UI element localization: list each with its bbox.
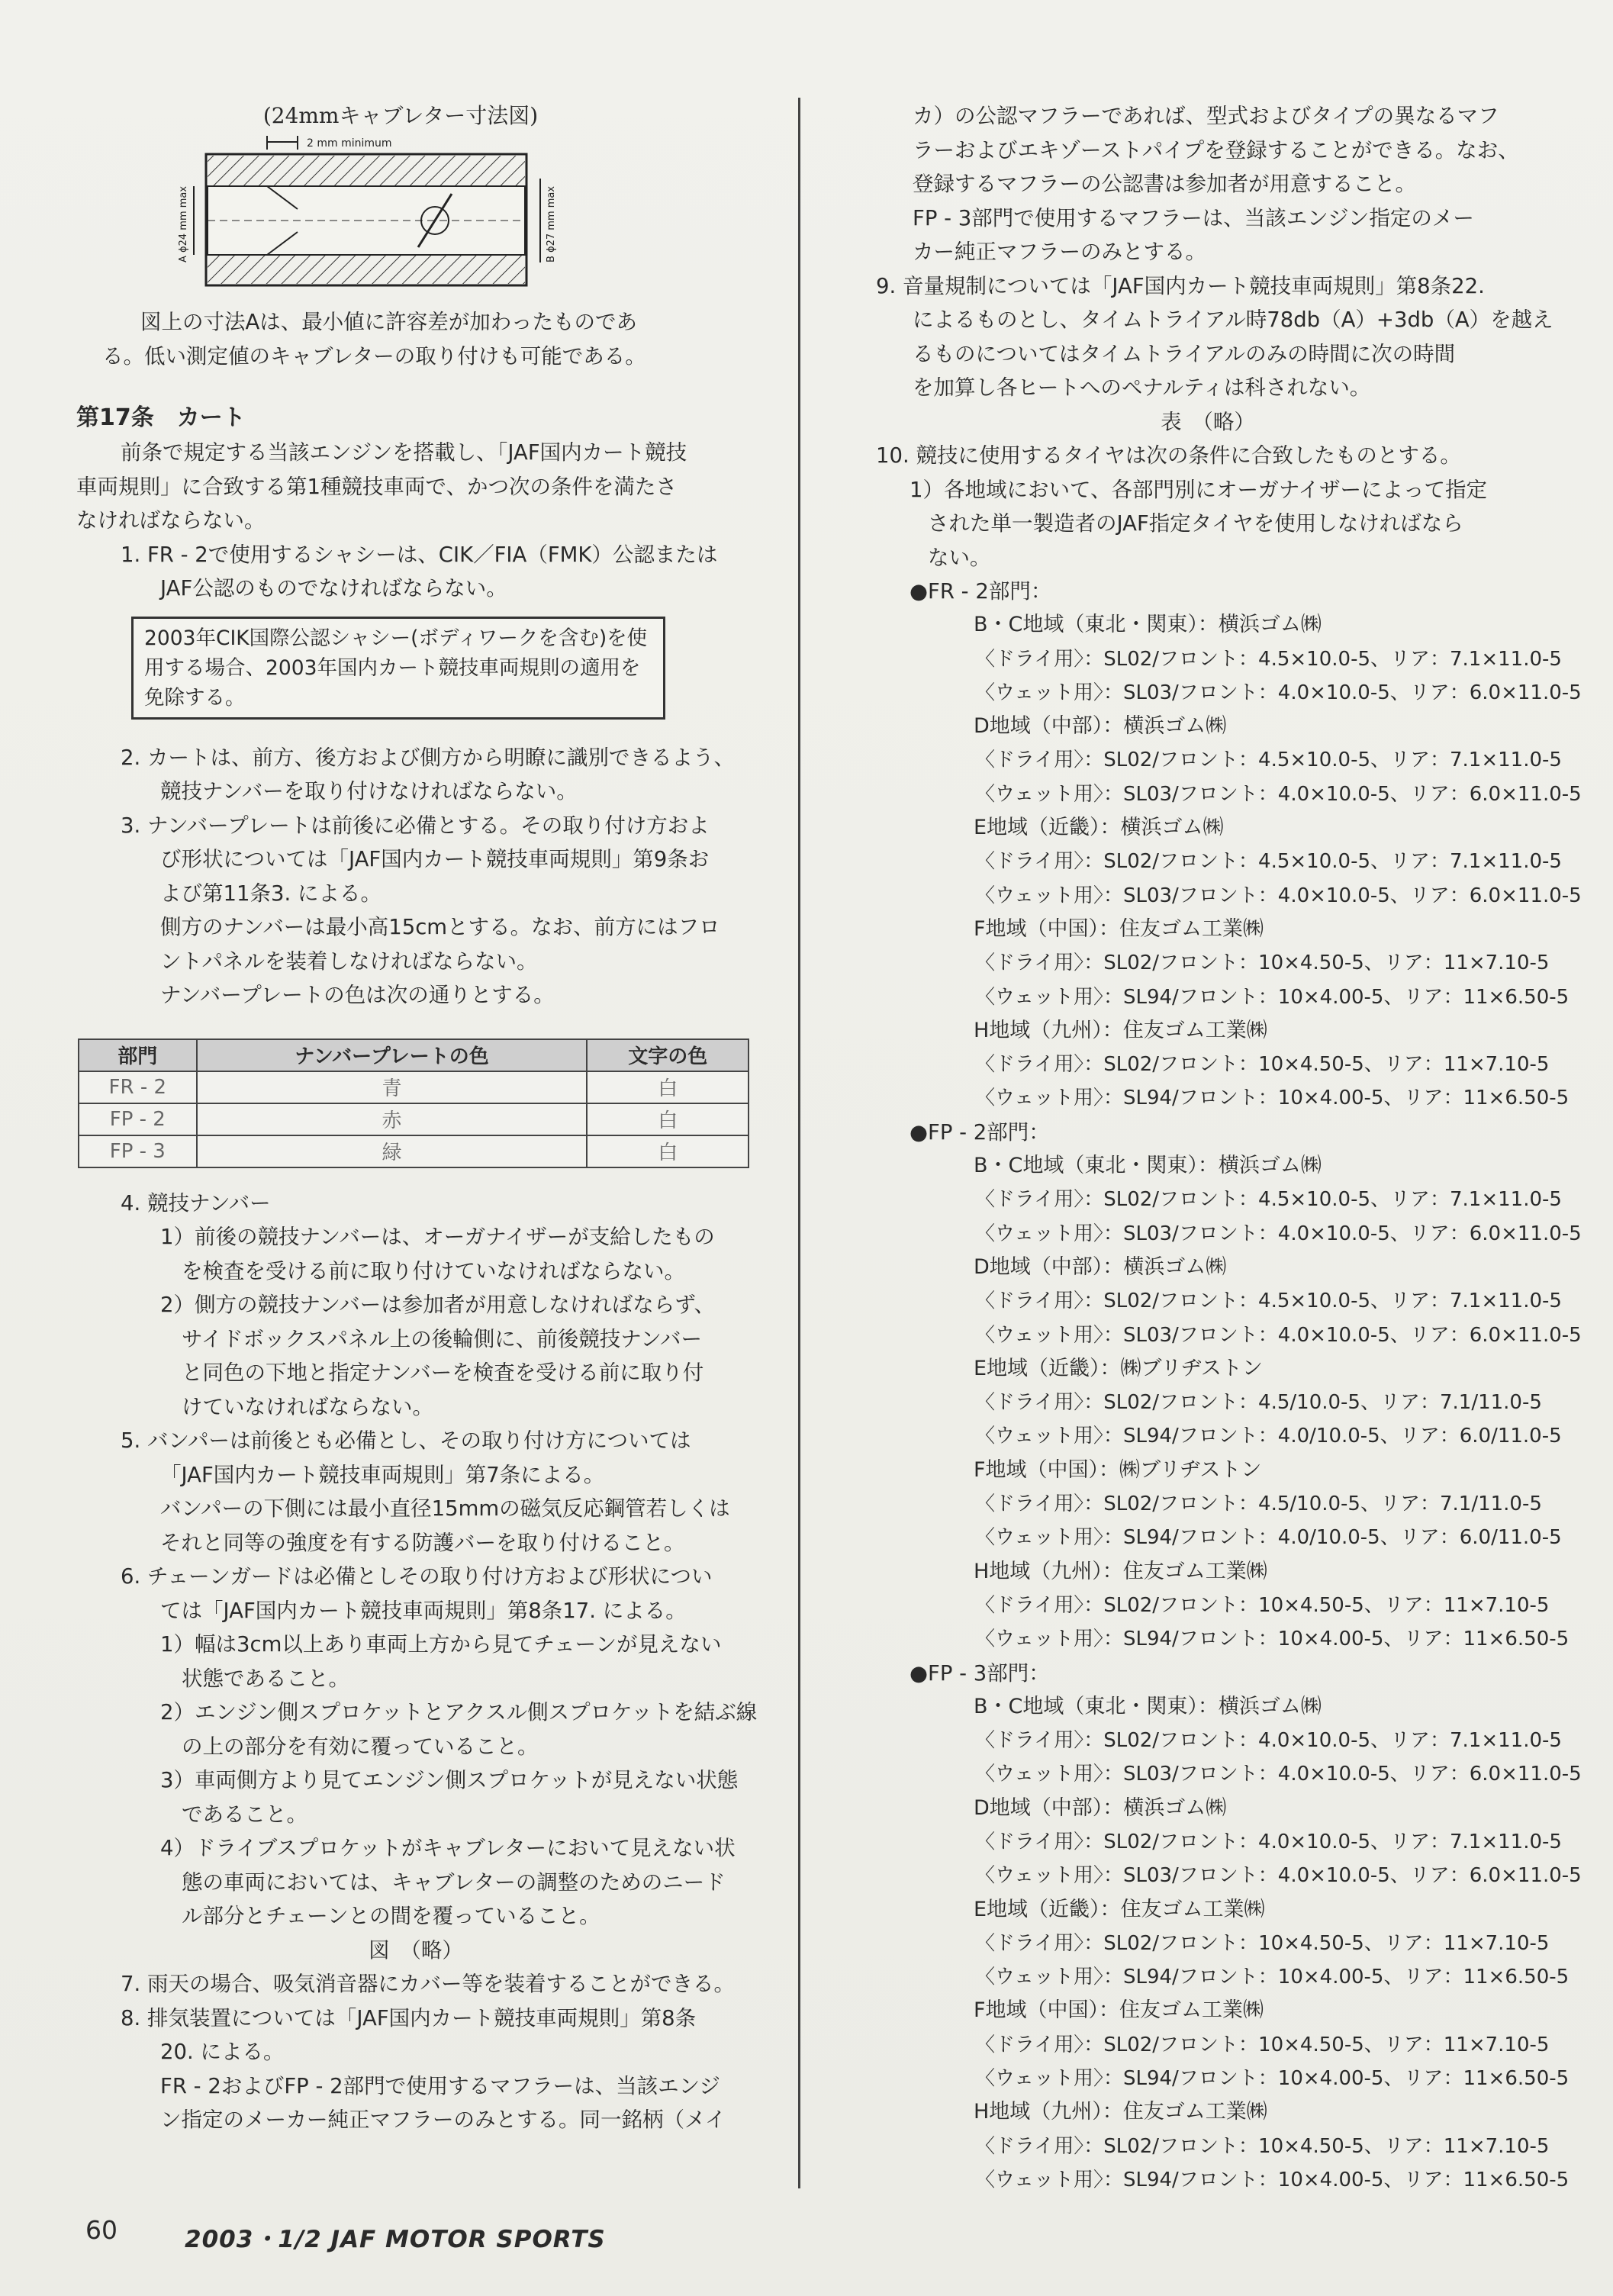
- article-17-heading: 第17条 カート: [76, 404, 246, 431]
- item-7-line: 7. 雨天の場合、吸気消音器にカバー等を装着することができる。: [121, 1972, 735, 1996]
- item-5-line: 5. バンパーは前後とも必備とし、その取り付け方については: [121, 1428, 691, 1453]
- dry-tire-line: 〈ドライ用〉：SL02/フロント：4.5×10.0-5、リア：7.1×11.0-5: [975, 850, 1562, 874]
- wet-tire-line: 〈ウェット用〉：SL94/フロント：10×4.00-5、リア：11×6.50-5: [975, 1966, 1570, 1989]
- wet-tire-line: 〈ウェット用〉：SL03/フロント：4.0×10.0-5、リア：6.0×11.0-5: [975, 1864, 1582, 1888]
- chassis-exemption-notice: [131, 617, 665, 720]
- left-column: [76, 99, 758, 2137]
- dry-tire-line: 〈ドライ用〉：SL02/フロント：4.0×10.0-5、リア：7.1×11.0-5: [975, 1830, 1562, 1853]
- intro-line: なければならない。: [76, 508, 266, 533]
- item-2-line: 2. カートは、前方、後方および側方から明瞭に識別できるよう、: [121, 745, 735, 770]
- carburetor-dimension-figure: [160, 133, 618, 301]
- table-cell: 緑: [197, 1135, 588, 1167]
- table-header-row: [79, 1039, 749, 1071]
- item-6-line: 6. チェーンガードは必備としその取り付け方および形状につい: [121, 1564, 713, 1589]
- item-4-sub-line: けていなければならない。: [182, 1394, 433, 1419]
- item-8-continued-line: FP - 3部門で使用するマフラーは、当該エンジン指定のメー: [913, 205, 1474, 230]
- table-cell: FR - 2: [79, 1071, 197, 1103]
- region-line: H地域（九州）：住友ゴム工業㈱: [974, 1018, 1267, 1042]
- item-6-sub-line: 1）幅は3cm以上あり車両上方から見てチェーンが見えない: [160, 1632, 722, 1657]
- wet-tire-line: 〈ウェット用〉：SL03/フロント：4.0×10.0-5、リア：6.0×11.0-5: [975, 681, 1582, 704]
- region-line: H地域（九州）：住友ゴム工業㈱: [974, 1559, 1267, 1583]
- item-6-sub-line: 4）ドライブスプロケットがキャブレターにおいて見えない状: [160, 1836, 736, 1860]
- dry-tire-line: 〈ドライ用〉：SL02/フロント：4.5×10.0-5、リア：7.1×11.0-5: [975, 1188, 1562, 1212]
- item-6-line: ては「JAF国内カート競技車両規則」第8条17. による。: [160, 1598, 687, 1623]
- item-8-continued-line: ラーおよびエキゾーストパイプを登録することができる。なお、: [913, 137, 1519, 163]
- item-6-sub-line: 態の車両においては、キャブレターの調整のためのニード: [182, 1869, 726, 1895]
- department-heading: ●FP - 3部門：: [910, 1660, 1050, 1686]
- wet-tire-line: 〈ウェット用〉：SL94/フロント：10×4.00-5、リア：11×6.50-5: [975, 1087, 1570, 1110]
- item-3-line: び形状については「JAF国内カート競技車両規則」第9条お: [160, 847, 710, 871]
- wet-tire-line: 〈ウェット用〉：SL03/フロント：4.0×10.0-5、リア：6.0×11.0-5: [975, 884, 1582, 907]
- region-line: B・C地域（東北・関東）：横浜ゴム㈱: [974, 613, 1322, 637]
- wet-tire-line: 〈ウェット用〉：SL03/フロント：4.0×10.0-5、リア：6.0×11.0-5: [975, 782, 1582, 806]
- item-4-title: 4. 競技ナンバー: [121, 1190, 271, 1216]
- wet-tire-line: 〈ウェット用〉：SL94/フロント：4.0/10.0-5、リア：6.0/11.0-5: [975, 1425, 1562, 1448]
- item-4-sub-line: を検査を受ける前に取り付けていなければならない。: [182, 1258, 685, 1283]
- dry-tire-line: 〈ドライ用〉：SL02/フロント：10×4.50-5、リア：11×7.10-5: [975, 952, 1550, 975]
- region-line: D地域（中部）：横浜ゴム㈱: [974, 714, 1227, 739]
- notice-line: 2003年CIK国際公認シャシー(ボディワークを含む)を使: [144, 626, 648, 650]
- region-line: D地域（中部）：横浜ゴム㈱: [974, 1254, 1227, 1279]
- dry-tire-line: 〈ドライ用〉：SL02/フロント：4.5/10.0-5、リア：7.1/11.0-5: [975, 1493, 1542, 1516]
- item-4-sub-line: サイドボックスパネル上の後輪側に、前後競技ナンバー: [182, 1326, 702, 1351]
- dry-tire-line: 〈ドライ用〉：SL02/フロント：4.0×10.0-5、リア：7.1×11.0-5: [975, 1729, 1562, 1753]
- item-5-line: バンパーの下側には最小直径15mmの磁気反応鋼管若しくは: [160, 1496, 730, 1521]
- table-row: [79, 1103, 749, 1135]
- item-8-continued-line: 登録するマフラーの公認書は参加者が用意すること。: [913, 172, 1416, 196]
- table-cell: 白: [587, 1135, 749, 1167]
- item-1-line: 1. FR - 2で使用するシャシーは、CIK／FIA（FMK）公認または: [121, 542, 718, 567]
- item-6-sub-line: 3）車両側方より見てエンジン側スプロケットが見えない状態: [160, 1768, 739, 1792]
- table-cell: 赤: [197, 1103, 588, 1135]
- table-row: [79, 1135, 749, 1167]
- notice-line: 免除する。: [144, 685, 246, 710]
- item-10-sub-line: された単一製造者のJAF指定タイヤを使用しなければなら: [928, 511, 1463, 536]
- table-header: ナンバープレートの色: [197, 1039, 588, 1071]
- dry-tire-line: 〈ドライ用〉：SL02/フロント：10×4.50-5、リア：11×7.10-5: [975, 2033, 1550, 2056]
- figure-note-line: 図上の寸法Aは、最小値に許容差が加わったものであ: [140, 310, 638, 334]
- wet-tire-line: 〈ウェット用〉：SL94/フロント：10×4.00-5、リア：11×6.50-5: [975, 1628, 1570, 1651]
- region-line: D地域（中部）：横浜ゴム㈱: [974, 1795, 1227, 1820]
- table-cell: 白: [587, 1103, 749, 1135]
- figure-note-line: る。低い測定値のキャブレターの取り付けも可能である。: [102, 343, 646, 369]
- item-3-line: ントパネルを装着しなければならない。: [160, 948, 538, 974]
- page-number: 60: [85, 2215, 118, 2245]
- item-9-line: によるものとし、タイムトライアル時78db（A）+3db（A）を越え: [913, 308, 1553, 332]
- wet-tire-line: 〈ウェット用〉：SL94/フロント：10×4.00-5、リア：11×6.50-5: [975, 985, 1570, 1009]
- wet-tire-line: 〈ウェット用〉：SL94/フロント：10×4.00-5、リア：11×6.50-5: [975, 2168, 1570, 2191]
- table-cell: 青: [197, 1071, 588, 1103]
- item-1-line: JAF公認のものでなければならない。: [160, 576, 507, 601]
- region-line: H地域（九州）：住友ゴム工業㈱: [974, 2100, 1267, 2124]
- item-6-sub-line: 状態であること。: [182, 1666, 349, 1691]
- item-4-sub-line: 2）側方の競技ナンバーは参加者が用意しなければならず、: [160, 1293, 715, 1317]
- figure-title: (24mmキャブレター寸法図): [262, 103, 539, 128]
- wet-tire-line: 〈ウェット用〉：SL94/フロント：10×4.00-5、リア：11×6.50-5: [975, 2067, 1570, 2091]
- item-8-line: FR - 2およびFP - 2部門で使用するマフラーは、当該エンジ: [160, 2073, 720, 2098]
- dry-tire-line: 〈ドライ用〉：SL02/フロント：10×4.50-5、リア：11×7.10-5: [975, 1593, 1550, 1617]
- item-6-sub-line: であること。: [182, 1802, 307, 1827]
- dry-tire-line: 〈ドライ用〉：SL02/フロント：4.5/10.0-5、リア：7.1/11.0-5: [975, 1391, 1542, 1415]
- magazine-title: 2003・1/2 JAF MOTOR SPORTS: [185, 2226, 606, 2253]
- item-5-line: それと同等の強度を有する防護バーを取り付けること。: [160, 1530, 685, 1555]
- item-9-line: 9. 音量規制については「JAF国内カート競技車両規則」第8条22.: [876, 273, 1485, 298]
- table-cell: FP - 3: [79, 1135, 197, 1167]
- dimension-a-label: A ϕ24 mm max: [178, 185, 189, 262]
- item-9-line: るものについてはタイムトライアルのみの時間に次の時間: [913, 341, 1456, 366]
- item-8-line: 20. による。: [160, 2040, 285, 2064]
- item-5-line: 「JAF国内カート競技車両規則」第7条による。: [160, 1462, 605, 1487]
- region-line: F地域（中国）：住友ゴム工業㈱: [974, 916, 1264, 941]
- min-dimension-label: 2 mm minimum: [307, 137, 392, 150]
- item-4-sub-line: 1）前後の競技ナンバーは、オーガナイザーが支給したもの: [160, 1225, 715, 1249]
- item-10-sub-line: 1）各地域において、各部門別にオーガナイザーによって指定: [910, 477, 1487, 502]
- dry-tire-line: 〈ドライ用〉：SL02/フロント：10×4.50-5、リア：11×7.10-5: [975, 1053, 1550, 1077]
- column-divider: [798, 98, 800, 2188]
- plate-color-table: [78, 1039, 749, 1168]
- item-6-sub-line: ル部分とチェーンとの間を覆っていること。: [182, 1904, 600, 1928]
- table-header: 部門: [79, 1039, 197, 1071]
- dry-tire-line: 〈ドライ用〉：SL02/フロント：4.5×10.0-5、リア：7.1×11.0-5: [975, 1290, 1562, 1313]
- region-line: F地域（中国）：住友ゴム工業㈱: [974, 1998, 1264, 2023]
- dimension-b-label: B ϕ27 mm max: [546, 185, 557, 262]
- item-8-continued-line: カー純正マフラーのみとする。: [913, 240, 1206, 264]
- wet-tire-line: 〈ウェット用〉：SL03/フロント：4.0×10.0-5、リア：6.0×11.0-5: [975, 1323, 1582, 1347]
- figure-omitted-note: 図 （略）: [369, 1937, 463, 1963]
- dry-tire-line: 〈ドライ用〉：SL02/フロント：4.5×10.0-5、リア：7.1×11.0-5: [975, 749, 1562, 772]
- item-3-line: ナンバープレートの色は次の通りとする。: [160, 983, 555, 1007]
- dry-tire-line: 〈ドライ用〉：SL02/フロント：10×4.50-5、リア：11×7.10-5: [975, 2134, 1550, 2158]
- table-row: [79, 1071, 749, 1103]
- item-10-line: 10. 競技に使用するタイヤは次の条件に合致したものとする。: [876, 443, 1461, 468]
- item-8-line: ン指定のメーカー純正マフラーのみとする。同一銘柄（メイ: [160, 2108, 726, 2132]
- item-4-sub-line: と同色の下地と指定ナンバーを検査を受ける前に取り付: [182, 1361, 704, 1385]
- wet-tire-line: 〈ウェット用〉：SL03/フロント：4.0×10.0-5、リア：6.0×11.0-5: [975, 1222, 1582, 1245]
- intro-line: 前条で規定する当該エンジンを搭載し、「JAF国内カート競技: [121, 440, 687, 465]
- item-6-sub-line: 2）エンジン側スプロケットとアクスル側スプロケットを結ぶ線: [160, 1700, 758, 1724]
- right-column: [876, 99, 1582, 2197]
- item-3-line: よび第11条3. による。: [160, 881, 382, 906]
- item-9-line: を加算し各ヒートへのペナルティは科されない。: [913, 375, 1371, 400]
- region-line: B・C地域（東北・関東）：横浜ゴム㈱: [974, 1694, 1322, 1718]
- item-3-line: 側方のナンバーは最小高15cmとする。なお、前方にはフロ: [160, 915, 720, 939]
- item-8-continued-line: カ）の公認マフラーであれば、型式およびタイプの異なるマフ: [913, 104, 1499, 128]
- dry-tire-line: 〈ドライ用〉：SL02/フロント：4.5×10.0-5、リア：7.1×11.0-5: [975, 647, 1562, 671]
- carburetor-diagram: [160, 133, 618, 301]
- region-line: F地域（中国）：㈱ブリヂストン: [974, 1457, 1262, 1482]
- table-cell: FP - 2: [79, 1103, 197, 1135]
- wet-tire-line: 〈ウェット用〉：SL94/フロント：4.0/10.0-5、リア：6.0/11.0-5: [975, 1526, 1562, 1550]
- region-line: B・C地域（東北・関東）：横浜ゴム㈱: [974, 1154, 1322, 1178]
- intro-line: 車両規則」に合致する第1種競技車両で、かつ次の条件を満たさ: [76, 474, 677, 499]
- region-line: E地域（近畿）：㈱ブリヂストン: [974, 1356, 1263, 1380]
- region-line: E地域（近畿）：住友ゴム工業㈱: [974, 1897, 1265, 1921]
- item-6-sub-line: の上の部分を有効に覆っていること。: [182, 1734, 539, 1759]
- table-cell: 白: [587, 1071, 749, 1103]
- department-heading: ●FR - 2部門：: [910, 579, 1052, 604]
- item-10-sub-line: ない。: [928, 545, 991, 570]
- region-line: E地域（近畿）：横浜ゴム㈱: [974, 816, 1224, 840]
- item-2-line: 競技ナンバーを取り付けなければならない。: [160, 779, 578, 803]
- table-omitted-note: 表 （略）: [1161, 409, 1255, 434]
- item-8-line: 8. 排気装置については「JAF国内カート競技車両規則」第8条: [121, 2005, 697, 2030]
- department-heading: ●FP - 2部門：: [910, 1119, 1050, 1145]
- notice-line: 用する場合、2003年国内カート競技車両規則の適用を: [144, 655, 641, 680]
- dry-tire-line: 〈ドライ用〉：SL02/フロント：10×4.50-5、リア：11×7.10-5: [975, 1931, 1550, 1955]
- table-header: 文字の色: [587, 1039, 749, 1071]
- item-3-line: 3. ナンバープレートは前後に必備とする。その取り付け方およ: [121, 813, 710, 838]
- wet-tire-line: 〈ウェット用〉：SL03/フロント：4.0×10.0-5、リア：6.0×11.0-5: [975, 1763, 1582, 1786]
